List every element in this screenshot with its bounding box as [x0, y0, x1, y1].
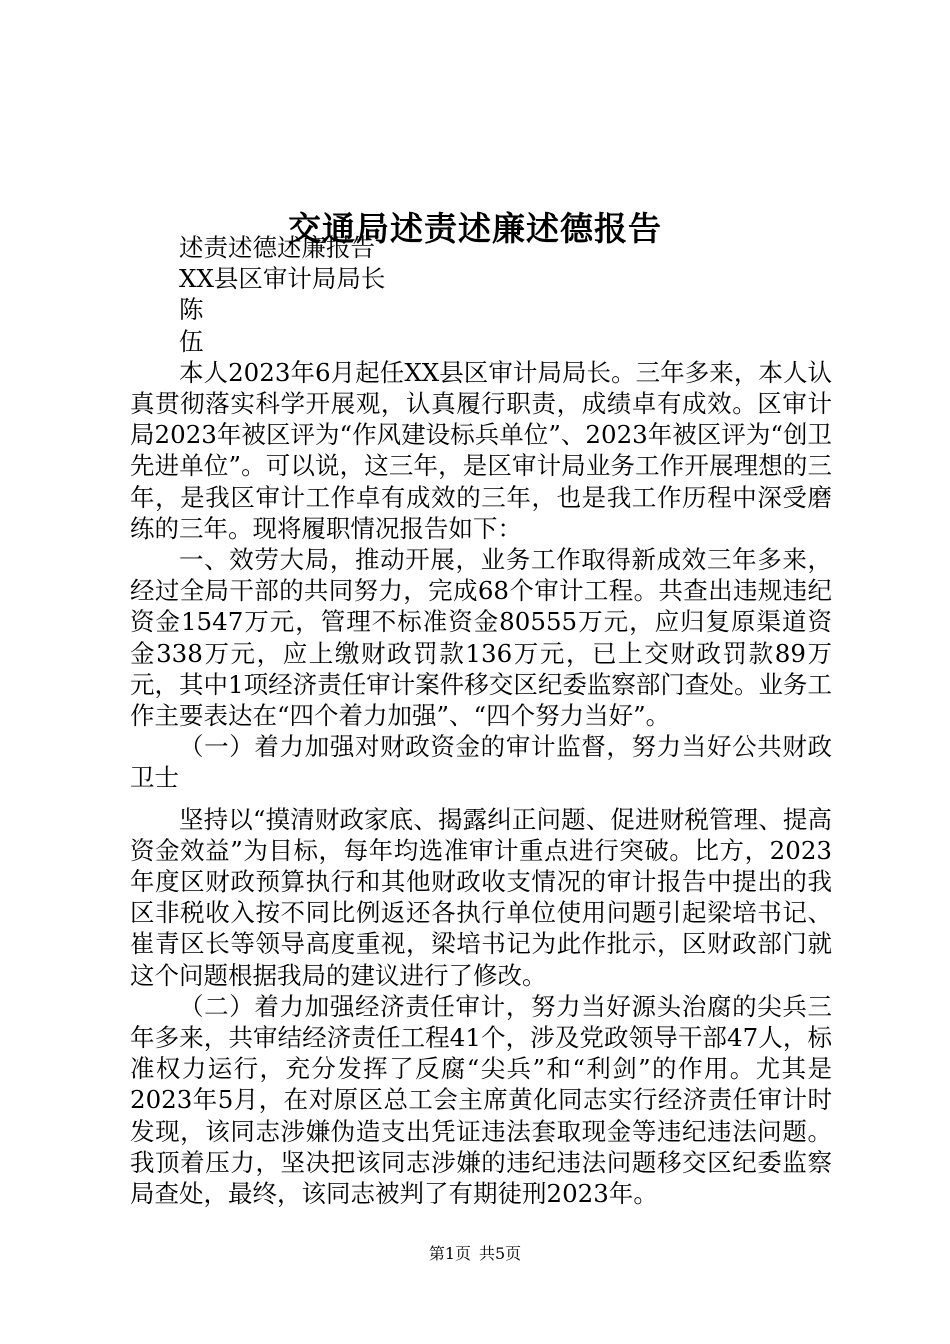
subsection-one-heading: （一）着力加强对财政资金的审计监督，努力当好公共财政卫士	[130, 732, 832, 793]
page-footer	[0, 1242, 950, 1266]
author-name-line-2: 伍	[179, 326, 204, 356]
subtitle-paragraph: 述责述德述廉报告	[179, 233, 375, 262]
author-name-line-1: 陈	[179, 295, 204, 325]
document-title: 交通局述责述廉述德报告	[288, 209, 662, 249]
subsection-one-paragraph: 坚持以“摸清财政家底、揭露纠正问题、促进财税管理、提高资金效益”为目标，每年均选准审计重点进行突破。比方，2023年度区财政预算执行和其他财政收支情况的审计报告中提出的我区非税收入按不同比例返还各执行单位使用问题引起梁培书记、崔青区长等领导高度重视，梁培书记为此作批示，区财政部门就这个问题根据我局的建议进行了修改。	[130, 804, 832, 990]
page-total: 共5页	[479, 1244, 522, 1263]
author-position-paragraph: XX县区审计局局长	[179, 264, 386, 294]
page-number: 第1页	[428, 1244, 471, 1263]
subsection-two-paragraph: （二）着力加强经济责任审计，努力当好源头治腐的尖兵三年多来，共审结经济责任工程41个，涉及党政领导干部47人，标准权力运行，充分发挥了反腐“尖兵”和“利剑”的作用。尤其是2023年5月，在对原区总工会主席黄化同志实行经济责任审计时发现，该同志涉嫌伪造支出凭证违法套取现金等违纪违法问题。我顶着压力，坚决把该同志涉嫌的违纪违法问题移交区纪委监察局查处，最终，该同志被判了有期徒刑2023年。	[130, 991, 832, 1209]
intro-paragraph: 本人2023年6月起任XX县区审计局局长。三年多来，本人认真贯彻落实科学开展观，认真履行职责，成绩卓有成效。区审计局2023年被区评为“作风建设标兵单位”、2023年被区评为“创卫先进单位”。可以说，这三年，是区审计局业务工作开展理想的三年，是我区审计工作卓有成效的三年，也是我工作历程中深受磨练的三年。现将履职情况报告如下：	[130, 357, 832, 543]
section-one-paragraph: 一、效劳大局，推动开展，业务工作取得新成效三年多来，经过全局干部的共同努力，完成68个审计工程。共查出违规违纪资金1547万元，管理不标准资金80555万元，应归复原渠道资金338万元，应上缴财政罚款136万元，已上交财政罚款89万元，其中1项经济责任审计案件移交区纪委监察部门查处。业务工作主要表达在“四个着力加强”、“四个努力当好”。	[130, 545, 832, 731]
document-body	[130, 232, 832, 1209]
